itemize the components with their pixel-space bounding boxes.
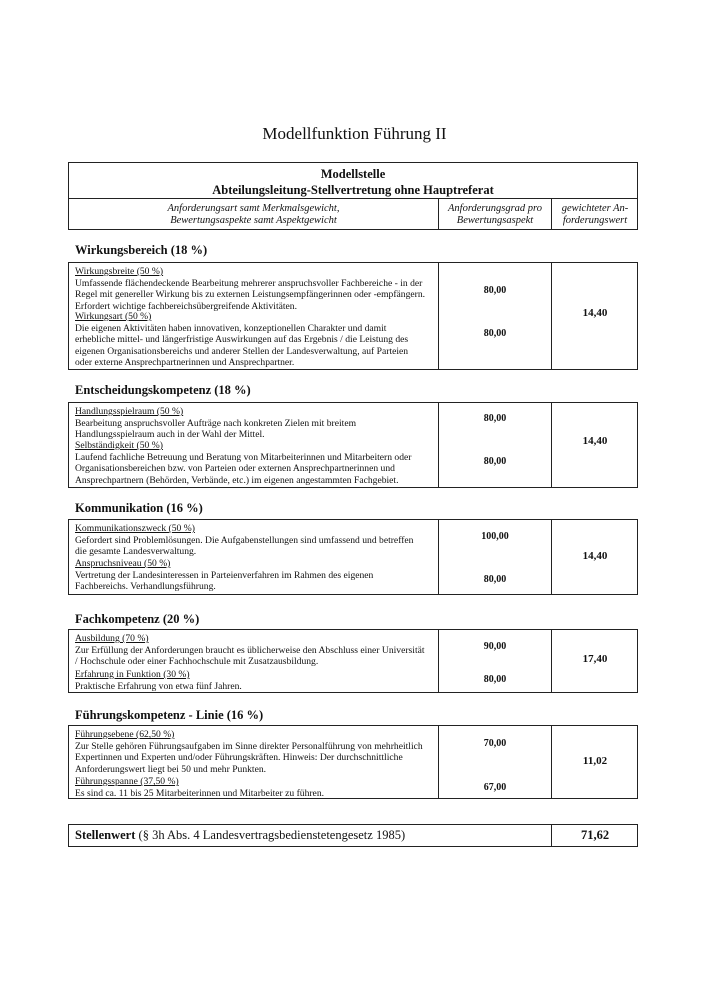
total-label-bold: Stellenwert (75, 828, 136, 842)
criterion-heading: Selbständigkeit (50 %) (75, 440, 163, 451)
degree-value: 80,00 (483, 674, 507, 685)
criterion-heading: Anspruchsniveau (50 %) (75, 558, 171, 569)
criterion-text: Die eigenen Aktivitäten haben innovativen, konzeptionellen Charakter und damit erhebliche mittel- und längerfristige Auswirkungen auf das Ergebnis / die Leistung des eigenen Organisationsbereichs und anderer Stellen der Landesverwaltung, auf Parteien oder externe Ansprechpartnerinnen und Ansprechpartner. (75, 322, 409, 369)
degree-value: 80,00 (483, 285, 507, 296)
criterion-heading: Kommunikationszweck (50 %) (75, 523, 195, 534)
section-table (68, 725, 638, 799)
degree-value: 70,00 (483, 738, 507, 749)
section-title: Kommunikation (16 %) (75, 501, 203, 515)
criterion (75, 311, 427, 369)
page-title: Modellfunktion Führung II (262, 124, 447, 143)
degree-value: 80,00 (483, 574, 507, 585)
criterion-text: Bearbeitung anspruchsvoller Aufträge nach konkreten Zielen mit breitem Handlungsspielraum auch in der Wahl der Mittel. (75, 417, 357, 441)
criterion-text: Umfassende flächendeckende Bearbeitung mehrerer anspruchsvoller Fachbereiche - in der Regel mit genereller Wirkung bis zu externen Leistungsempfängerinnen oder -empfängern. Erfordert wichtige fachbereichsübergreifende Aktivitäten. (75, 277, 426, 312)
total-label (75, 828, 405, 843)
degree-value: 100,00 (481, 531, 509, 542)
criterion (75, 406, 427, 441)
criterion-heading: Wirkungsart (50 %) (75, 311, 152, 322)
degree-value: 80,00 (483, 456, 507, 467)
section-title: Entscheidungskompetenz (18 %) (75, 383, 251, 397)
total-value: 71,62 (580, 828, 610, 842)
criterion (75, 266, 427, 312)
criterion (75, 558, 427, 593)
degree-value: 90,00 (483, 641, 507, 652)
criterion-text: Gefordert sind Problemlösungen. Die Aufgabenstellungen sind umfassend und betreffen die gesamte Landesverwaltung. (75, 534, 414, 558)
header-line-1: Modellstelle (320, 167, 386, 181)
weighted-value: 17,40 (582, 653, 608, 665)
criterion-text: Laufend fachliche Betreuung und Beratung von Mitarbeiterinnen und Mitarbeitern oder Organisationsbereichen bzw. von Parteien oder externen Ansprechpartnerinnen und Ansprechpartnern (Behörden, Verbände, etc.) im eigenen angestammten Fachgebiet. (75, 451, 412, 486)
divider (551, 199, 552, 229)
header-table (68, 162, 638, 230)
weighted-value: 14,40 (582, 550, 608, 562)
section-table (68, 519, 638, 595)
section-title: Fachkompetenz (20 %) (75, 612, 200, 626)
criterion-heading: Ausbildung (70 %) (75, 633, 149, 644)
degree-value: 80,00 (483, 413, 507, 424)
criterion (75, 523, 427, 558)
header-col-criteria: Anforderungsart samt Merkmalsgewicht, Bewertungsaspekte samt Aspektgewicht (167, 203, 340, 226)
header-line-2: Abteilungsleitung-Stellvertretung ohne Hauptreferat (212, 183, 494, 197)
criterion-text: Zur Stelle gehören Führungsaufgaben im Sinne direkter Personalführung von mehrheitlich Expertinnen und Experten und/oder Führungskräften. Hinweis: Der durchschnittliche Anforderungswert liegt bei 50 und mehr Punkten. (75, 740, 423, 775)
criterion-text: Zur Erfüllung der Anforderungen braucht es üblicherweise den Abschluss einer Universität / Hochschule oder einer Fachhochschule mit Zusatzausbildung. (75, 644, 425, 668)
divider (438, 263, 439, 369)
section-title: Führungskompetenz - Linie (16 %) (75, 708, 264, 722)
divider (438, 199, 439, 229)
criterion-heading: Handlungsspielraum (50 %) (75, 406, 184, 417)
weighted-value: 11,02 (582, 755, 608, 767)
total-row (68, 824, 638, 847)
criterion (75, 669, 427, 692)
header-title (69, 163, 637, 199)
criterion-heading: Führungsspanne (37,50 %) (75, 776, 179, 787)
criterion (75, 440, 427, 486)
section-table (68, 629, 638, 693)
degree-value: 67,00 (483, 782, 507, 793)
degree-value: 80,00 (483, 328, 507, 339)
total-label-rest: (§ 3h Abs. 4 Landesvertragsbedienstetengesetz 1985) (135, 828, 406, 842)
criterion-text: Vertretung der Landesinteressen in Parteienverfahren im Rahmen des eigenen Fachbereichs. Verhandlungsführung. (75, 569, 374, 593)
criterion-heading: Erfahrung in Funktion (30 %) (75, 669, 190, 680)
section-title: Wirkungsbereich (18 %) (75, 243, 208, 257)
header-col-degree: Anforderungsgrad pro Bewertungsaspekt (447, 203, 543, 226)
criterion-text: Praktische Erfahrung von etwa fünf Jahren. (75, 680, 242, 692)
criterion-heading: Wirkungsbreite (50 %) (75, 266, 164, 277)
criterion (75, 729, 427, 775)
section-table (68, 402, 638, 488)
header-col-weighted: gewichteter An-forderungswert (561, 203, 629, 226)
criterion (75, 776, 427, 799)
criterion (75, 633, 427, 668)
section-table (68, 262, 638, 370)
criterion-heading: Führungsebene (62,50 %) (75, 729, 175, 740)
weighted-value: 14,40 (582, 435, 608, 447)
criterion-text: Es sind ca. 11 bis 25 Mitarbeiterinnen und Mitarbeiter zu führen. (75, 787, 325, 799)
weighted-value: 14,40 (582, 307, 608, 319)
